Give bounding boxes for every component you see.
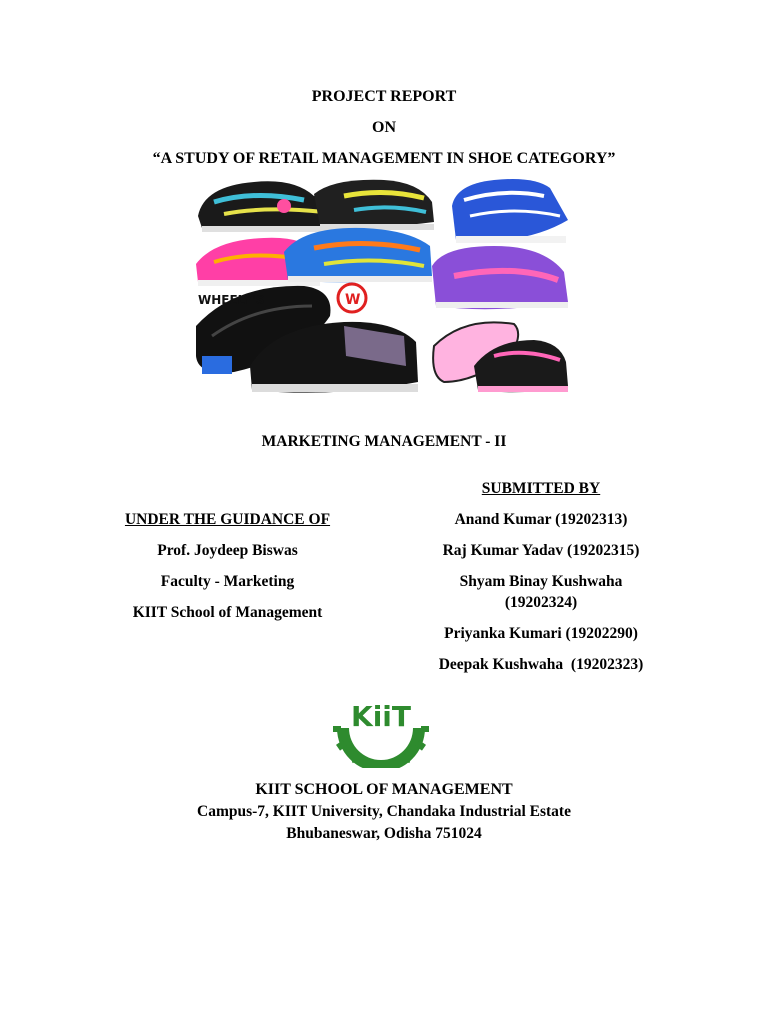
wheelys-logo-badge [338,284,366,312]
kiit-logo-text: KiiT [351,700,411,733]
member-4: Priyanka Kumari (19202290) [444,625,638,642]
address-line-1: Campus-7, KIIT University, Chandaka Industrial Estate [197,803,571,820]
school-name: KIIT SCHOOL OF MANAGEMENT [255,781,513,798]
member-2: Raj Kumar Yadav (19202315) [442,542,640,559]
shoe-collage-image [194,176,572,398]
member-1: Anand Kumar (19202313) [454,511,628,528]
report-title: “A STUDY OF RETAIL MANAGEMENT IN SHOE CATEGORY” [152,150,616,167]
report-on: ON [372,119,396,136]
guide-name: Prof. Joydeep Biswas [157,542,298,559]
member-3-name: Shyam Binay Kushwaha [459,573,623,590]
member-5: Deepak Kushwaha (19202323) [438,656,644,673]
kiit-logo [329,698,433,768]
subject-title: MARKETING MANAGEMENT - II [261,433,507,450]
member-3-id: (19202324) [504,594,578,611]
guide-institution: KIIT School of Management [132,604,323,621]
address-line-2: Bhubaneswar, Odisha 751024 [286,825,482,842]
submitted-heading: SUBMITTED BY [481,480,601,497]
shoe-blue-orange [284,228,432,282]
wheelys-brand-text: WHEELY'S [198,293,265,307]
wheelys-logo-letter: W [345,292,361,308]
report-label: PROJECT REPORT [311,88,457,105]
guide-role: Faculty - Marketing [160,573,295,590]
guidance-heading: UNDER THE GUIDANCE OF [124,511,331,528]
